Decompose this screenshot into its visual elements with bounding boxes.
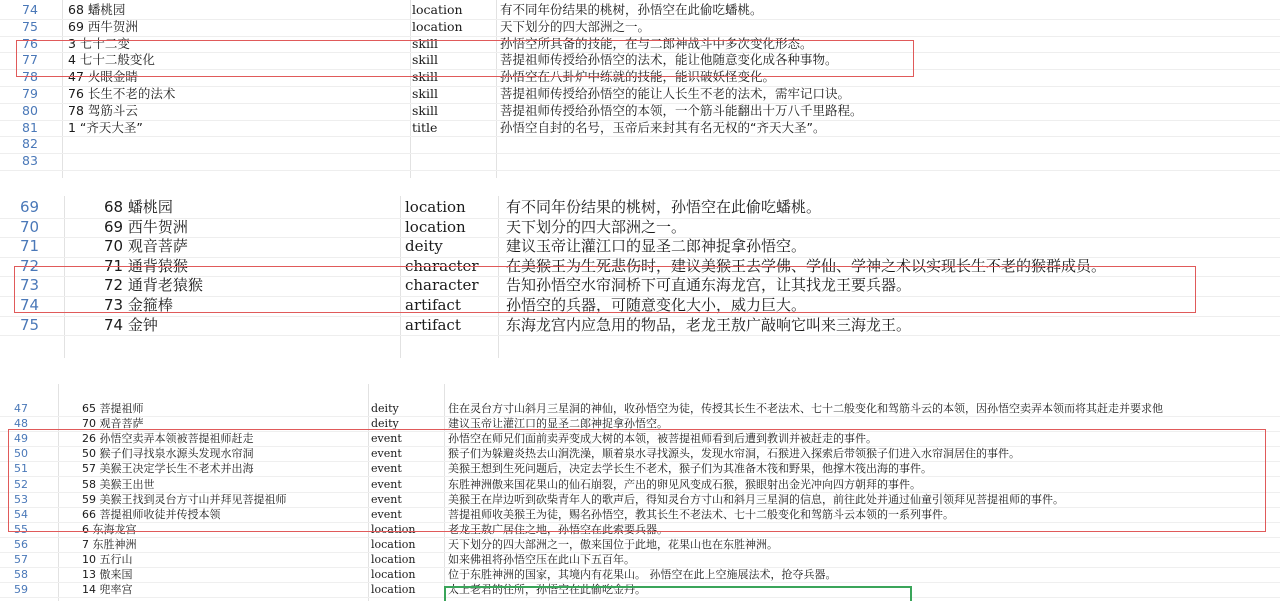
cell-type[interactable]: event — [371, 462, 402, 476]
cell-name[interactable]: 74 金钟 — [104, 315, 158, 334]
row-number: 54 — [14, 507, 28, 521]
cell-name[interactable]: 65 菩提祖师 — [82, 402, 144, 415]
cell-name[interactable]: 3 七十二变 — [68, 35, 130, 51]
row-number: 51 — [14, 462, 28, 476]
cell-description[interactable]: 菩提祖师传授给孙悟空的能让人长生不老的法术，需牢记口诀。 — [500, 86, 851, 101]
cell-type[interactable]: location — [371, 583, 416, 597]
table-row[interactable] — [0, 446, 1280, 462]
cell-name[interactable]: 78 驾筋斗云 — [68, 102, 138, 118]
table-row[interactable] — [0, 582, 1280, 598]
cell-type[interactable]: location — [371, 537, 416, 551]
cell-description[interactable]: 美猴王在岸边听到砍柴青年人的歌声后，得知灵台方寸山和斜月三星洞的信息，前往此处并通过仙童引领拜见菩提祖师的事件。 — [448, 492, 1064, 506]
cell-description[interactable]: 如来佛祖将孙悟空压在此山下五百年。 — [448, 553, 635, 566]
cell-name[interactable]: 66 菩提祖师收徒并传授本领 — [82, 507, 221, 521]
cell-name[interactable]: 73 金箍棒 — [104, 296, 173, 314]
cell-name[interactable]: 10 五行山 — [82, 553, 133, 566]
row-number: 79 — [22, 86, 38, 101]
row-number: 82 — [22, 136, 38, 152]
cell-description[interactable]: 东海龙宫内应急用的物品，老龙王敖广敲响它叫来三海龙王。 — [506, 315, 912, 334]
row-number: 75 — [20, 315, 40, 334]
cell-name[interactable]: 59 美猴王找到灵台方寸山并拜见菩提祖师 — [82, 492, 287, 506]
cell-type[interactable]: deity — [371, 417, 399, 431]
table-row[interactable] — [0, 153, 1280, 171]
table-row[interactable] — [0, 401, 1280, 417]
cell-name[interactable]: 69 西牛贺洲 — [104, 217, 188, 236]
cell-type[interactable]: deity — [405, 237, 443, 256]
table-row[interactable] — [0, 537, 1280, 553]
table-row[interactable] — [0, 522, 1280, 538]
cell-description[interactable]: 美猴王想到生死问题后，决定去学长生不老术，猴子们为其准备木筏和野果，他撑木筏出海的事件。 — [448, 462, 932, 476]
row-number: 69 — [20, 198, 40, 216]
cell-description[interactable]: 孙悟空所具备的技能，在与二郎神战斗中多次变化形态。 — [500, 35, 813, 51]
cell-type[interactable]: event — [371, 447, 402, 461]
table-row[interactable] — [0, 276, 1280, 297]
cell-name[interactable]: 71 通背猿猴 — [104, 256, 188, 275]
sheet-panel-top — [0, 0, 1280, 178]
cell-description[interactable]: 告知孙悟空水帘洞桥下可直通东海龙宫，让其找龙王要兵器。 — [506, 276, 912, 295]
row-number: 78 — [22, 69, 38, 85]
cell-description[interactable]: 住在灵台方寸山斜月三星洞的神仙，收孙悟空为徒，传授其长生不老法术、七十二般变化和驾筋斗云的本领，因孙悟空卖弄本领而将其赶走并要求他 — [448, 402, 1163, 415]
cell-name[interactable]: 70 观音菩萨 — [104, 237, 188, 256]
cell-type[interactable]: event — [371, 477, 402, 491]
table-row[interactable] — [0, 296, 1280, 317]
cell-name[interactable]: 47 火眼金睛 — [68, 69, 138, 85]
table-row[interactable] — [0, 36, 1280, 54]
cell-description[interactable]: 天下划分的四大部洲之一，傲来国位于此地，花果山也在东胜神洲。 — [448, 537, 778, 551]
cell-description[interactable]: 位于东胜神洲的国家，其境内有花果山。 孙悟空在此上空施展法术，抢夺兵器。 — [448, 568, 837, 582]
cell-name[interactable]: 7 东胜神洲 — [82, 537, 137, 551]
cell-description[interactable]: 天下划分的四大部洲之一。 — [500, 18, 651, 34]
cell-type[interactable]: location — [371, 568, 416, 582]
cell-name[interactable]: 6 东海龙宫 — [82, 522, 137, 536]
row-number: 71 — [20, 237, 40, 256]
cell-description[interactable]: 菩提祖师传授给孙悟空的本领，一个筋斗能翻出十万八千里路程。 — [500, 102, 863, 118]
cell-description[interactable]: 孙悟空的兵器，可随意变化大小，威力巨大。 — [506, 296, 807, 314]
cell-description[interactable]: 在美猴王为生死悲伤时，建议美猴王去学佛、学仙、学神之术以实现长生不老的猴群成员。 — [506, 256, 1107, 275]
cell-description[interactable]: 有不同年份结果的桃树，孙悟空在此偷吃蟠桃。 — [506, 198, 822, 216]
cell-type[interactable]: character — [405, 256, 479, 275]
row-number: 72 — [20, 256, 40, 275]
cell-type[interactable]: location — [405, 198, 466, 216]
cell-type[interactable]: character — [405, 276, 479, 295]
table-row[interactable] — [0, 461, 1280, 477]
cell-name[interactable]: 58 美猴王出世 — [82, 477, 155, 491]
row-number: 75 — [22, 18, 38, 34]
cell-type[interactable]: deity — [371, 402, 399, 415]
sheet-panel-bottom — [0, 384, 1280, 601]
cell-type[interactable]: skill — [412, 35, 438, 51]
table-row[interactable] — [0, 19, 1280, 37]
row-number: 59 — [14, 583, 28, 597]
table-row[interactable] — [0, 492, 1280, 508]
table-row[interactable] — [0, 257, 1280, 278]
cell-type[interactable]: skill — [412, 69, 438, 85]
cell-description[interactable]: 孙悟空在八卦炉中练就的技能，能识破妖怪变化。 — [500, 69, 776, 85]
row-number: 53 — [14, 492, 28, 506]
cell-name[interactable]: 1 “齐天大圣” — [68, 119, 143, 135]
cell-name[interactable]: 50 猴子们寻找泉水源头发现水帘洞 — [82, 447, 254, 461]
cell-name[interactable]: 68 蟠桃园 — [104, 198, 173, 216]
table-row[interactable] — [0, 2, 1280, 20]
cell-description[interactable]: 菩提祖师传授给孙悟空的法术，能让他随意变化成各种事物。 — [500, 52, 838, 68]
table-row[interactable] — [0, 69, 1280, 87]
row-number: 50 — [14, 447, 28, 461]
cell-name[interactable]: 4 七十二般变化 — [68, 52, 155, 68]
cell-type[interactable]: artifact — [405, 296, 461, 314]
cell-type[interactable]: location — [405, 217, 466, 236]
cell-type[interactable]: skill — [412, 86, 438, 101]
cell-description[interactable]: 猴子们为躲避炎热去山涧洗澡，顺着泉水寻找源头，发现水帘洞，石猴进入探索后带领猴子们进入水帘洞居住的事件。 — [448, 447, 1020, 461]
cell-type[interactable]: location — [412, 18, 463, 34]
cell-name[interactable]: 72 通背老猿猴 — [104, 276, 203, 295]
cell-type[interactable]: location — [371, 522, 416, 536]
cell-type[interactable]: skill — [412, 102, 438, 118]
cell-description[interactable]: 东胜神洲傲来国花果山的仙石崩裂，产出的卵见风变成石猴，猴眼射出金光冲向四方朝拜的事件。 — [448, 477, 921, 491]
cell-type[interactable]: location — [412, 2, 463, 17]
row-number: 74 — [22, 2, 38, 17]
cell-name[interactable]: 14 兜率宫 — [82, 583, 133, 597]
cell-description[interactable]: 天下划分的四大部洲之一。 — [506, 217, 687, 236]
cell-name[interactable]: 57 美猴王决定学长生不老术并出海 — [82, 462, 254, 476]
row-number: 70 — [20, 217, 40, 236]
table-row[interactable] — [0, 136, 1280, 154]
table-row[interactable] — [0, 120, 1280, 138]
cell-name[interactable]: 76 长生不老的法术 — [68, 86, 176, 101]
table-row[interactable] — [0, 431, 1280, 447]
cell-type[interactable]: title — [412, 119, 438, 135]
row-number: 52 — [14, 477, 28, 491]
table-row[interactable] — [0, 567, 1280, 583]
row-number: 83 — [22, 153, 38, 169]
cell-description[interactable]: 太上老君的住所，孙悟空在此偷吃金丹。 — [448, 583, 646, 597]
cell-description[interactable]: 有不同年份结果的桃树，孙悟空在此偷吃蟠桃。 — [500, 2, 763, 17]
cell-description[interactable]: 建议玉帝让灌江口的显圣二郎神捉拿孙悟空。 — [506, 237, 807, 256]
table-row[interactable] — [0, 316, 1280, 337]
cell-name[interactable]: 26 孙悟空卖弄本领被菩提祖师赶走 — [82, 432, 254, 446]
cell-description[interactable]: 菩提祖师收美猴王为徒，赐名孙悟空，教其长生不老法术、七十二般变化和驾筋斗云本领的一系列事件。 — [448, 507, 954, 521]
cell-description[interactable]: 孙悟空在师兄们面前卖弄变成大树的本领，被菩提祖师看到后遭到教训并被赶走的事件。 — [448, 432, 877, 446]
table-row[interactable] — [0, 416, 1280, 432]
table-row[interactable] — [0, 237, 1280, 258]
row-number: 77 — [22, 52, 38, 68]
row-number: 58 — [14, 568, 28, 582]
cell-description[interactable]: 老龙王敖广居住之地，孙悟空在此索要兵器。 — [448, 522, 668, 536]
table-row[interactable] — [0, 218, 1280, 239]
cell-description[interactable]: 建议玉帝让灌江口的显圣二郎神捉拿孙悟空。 — [448, 417, 668, 431]
cell-name[interactable]: 70 观音菩萨 — [82, 417, 144, 431]
cell-name[interactable]: 69 西牛贺洲 — [68, 18, 138, 34]
cell-type[interactable]: event — [371, 432, 402, 446]
row-number: 73 — [20, 276, 40, 295]
row-number: 48 — [14, 417, 28, 431]
row-number: 74 — [20, 296, 40, 314]
cell-type[interactable]: skill — [412, 52, 438, 68]
row-number: 55 — [14, 522, 28, 536]
table-row[interactable] — [0, 198, 1280, 219]
sheet-panel-middle — [0, 196, 1280, 358]
row-number: 49 — [14, 432, 28, 446]
table-row[interactable] — [0, 477, 1280, 493]
row-number: 81 — [22, 119, 38, 135]
row-number: 80 — [22, 102, 38, 118]
row-number: 56 — [14, 537, 28, 551]
cell-type[interactable]: event — [371, 507, 402, 521]
table-row[interactable] — [0, 103, 1280, 121]
table-row[interactable] — [0, 507, 1280, 523]
row-number: 47 — [14, 402, 28, 415]
cell-type[interactable]: event — [371, 492, 402, 506]
cell-name[interactable]: 68 蟠桃园 — [68, 2, 126, 17]
cell-type[interactable]: artifact — [405, 315, 461, 334]
table-row[interactable] — [0, 86, 1280, 104]
cell-name[interactable]: 13 傲来国 — [82, 568, 133, 582]
table-row[interactable] — [0, 52, 1280, 70]
row-number: 57 — [14, 553, 28, 566]
cell-description[interactable]: 孙悟空自封的名号，玉帝后来封其有名无权的“齐天大圣”。 — [500, 119, 826, 135]
row-number: 76 — [22, 35, 38, 51]
table-row[interactable] — [0, 552, 1280, 568]
cell-type[interactable]: location — [371, 553, 416, 566]
